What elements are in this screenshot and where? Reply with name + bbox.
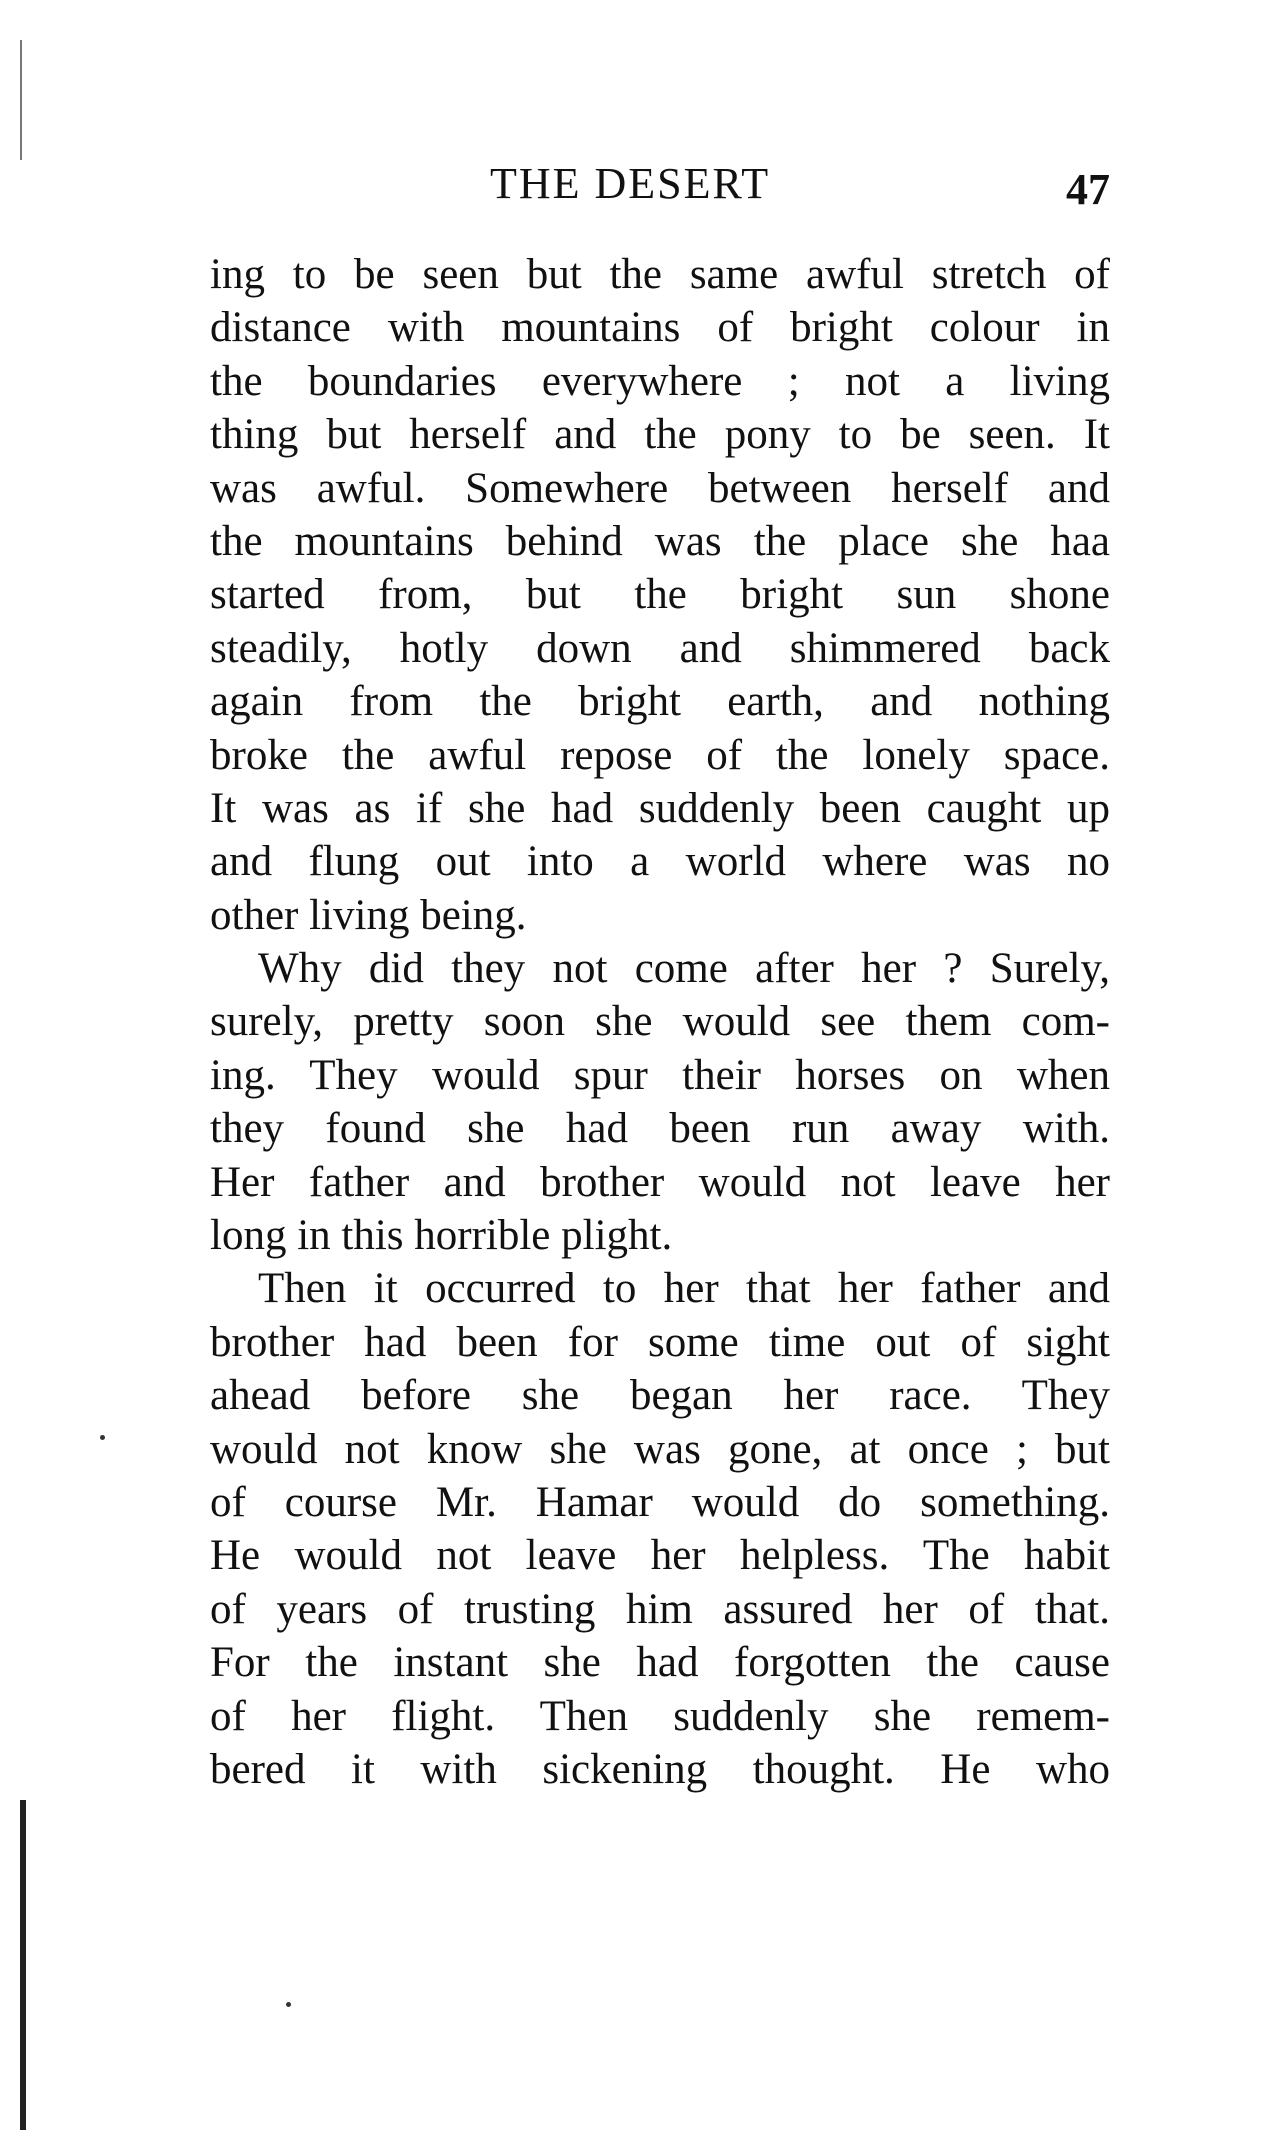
text-line: other living being. — [210, 891, 527, 939]
text-line: thing but herself and the pony to be seen. It — [210, 411, 1110, 459]
text-line: Then it occurred to her that her father and — [258, 1265, 1110, 1313]
text-line: again from the bright earth, and nothing — [210, 678, 1110, 726]
text-line: of years of trusting him assured her of that. — [210, 1585, 1110, 1633]
text-line: ing to be seen but the same awful stretch of — [210, 251, 1110, 298]
text-line: surely, pretty soon she would see them com- — [210, 998, 1110, 1046]
text-line: of her flight. Then suddenly she remem- — [210, 1692, 1110, 1740]
page-edge-shadow — [20, 1800, 26, 2130]
paragraph-1 — [210, 248, 1110, 942]
ink-speck — [286, 2002, 291, 2007]
text-line: would not know she was gone, at once ; but — [210, 1425, 1110, 1473]
text-line: of course Mr. Hamar would do something. — [210, 1478, 1110, 1526]
text-line: ahead before she began her race. They — [210, 1372, 1110, 1420]
paragraph-3 — [210, 1262, 1110, 1796]
text-line: was awful. Somewhere between herself and — [210, 464, 1110, 512]
text-line: distance with mountains of bright colour in — [210, 304, 1110, 352]
text-line: started from, but the bright sun shone — [210, 571, 1110, 619]
text-line: the mountains behind was the place she haa — [210, 517, 1110, 565]
text-line: brother had been for some time out of sight — [210, 1318, 1110, 1366]
text-line: they found she had been run away with. — [210, 1105, 1110, 1153]
text-line: broke the awful repose of the lonely space. — [210, 731, 1110, 779]
ink-speck — [100, 1435, 105, 1440]
text-line: For the instant she had forgotten the cause — [210, 1639, 1110, 1687]
text-line: the boundaries everywhere ; not a living — [210, 357, 1110, 405]
running-title: THE DESERT — [490, 159, 771, 208]
text-line: ing. They would spur their horses on when — [210, 1051, 1110, 1099]
text-line: He would not leave her helpless. The habit — [210, 1532, 1110, 1580]
page-number: 47 — [1066, 165, 1110, 214]
text-line: and flung out into a world where was no — [210, 838, 1110, 886]
text-line: It was as if she had suddenly been caught up — [210, 784, 1110, 832]
paragraph-2 — [210, 942, 1110, 1262]
text-line: steadily, hotly down and shimmered back — [210, 624, 1110, 672]
body-text — [210, 248, 1110, 1796]
page-edge-shadow-top — [20, 40, 22, 160]
text-line: Why did they not come after her ? Surely, — [258, 945, 1110, 993]
text-line: bered it with sickening thought. He who — [210, 1745, 1110, 1793]
text-line: long in this horrible plight. — [210, 1212, 673, 1260]
text-line: Her father and brother would not leave her — [210, 1158, 1110, 1206]
running-header — [210, 158, 1110, 218]
